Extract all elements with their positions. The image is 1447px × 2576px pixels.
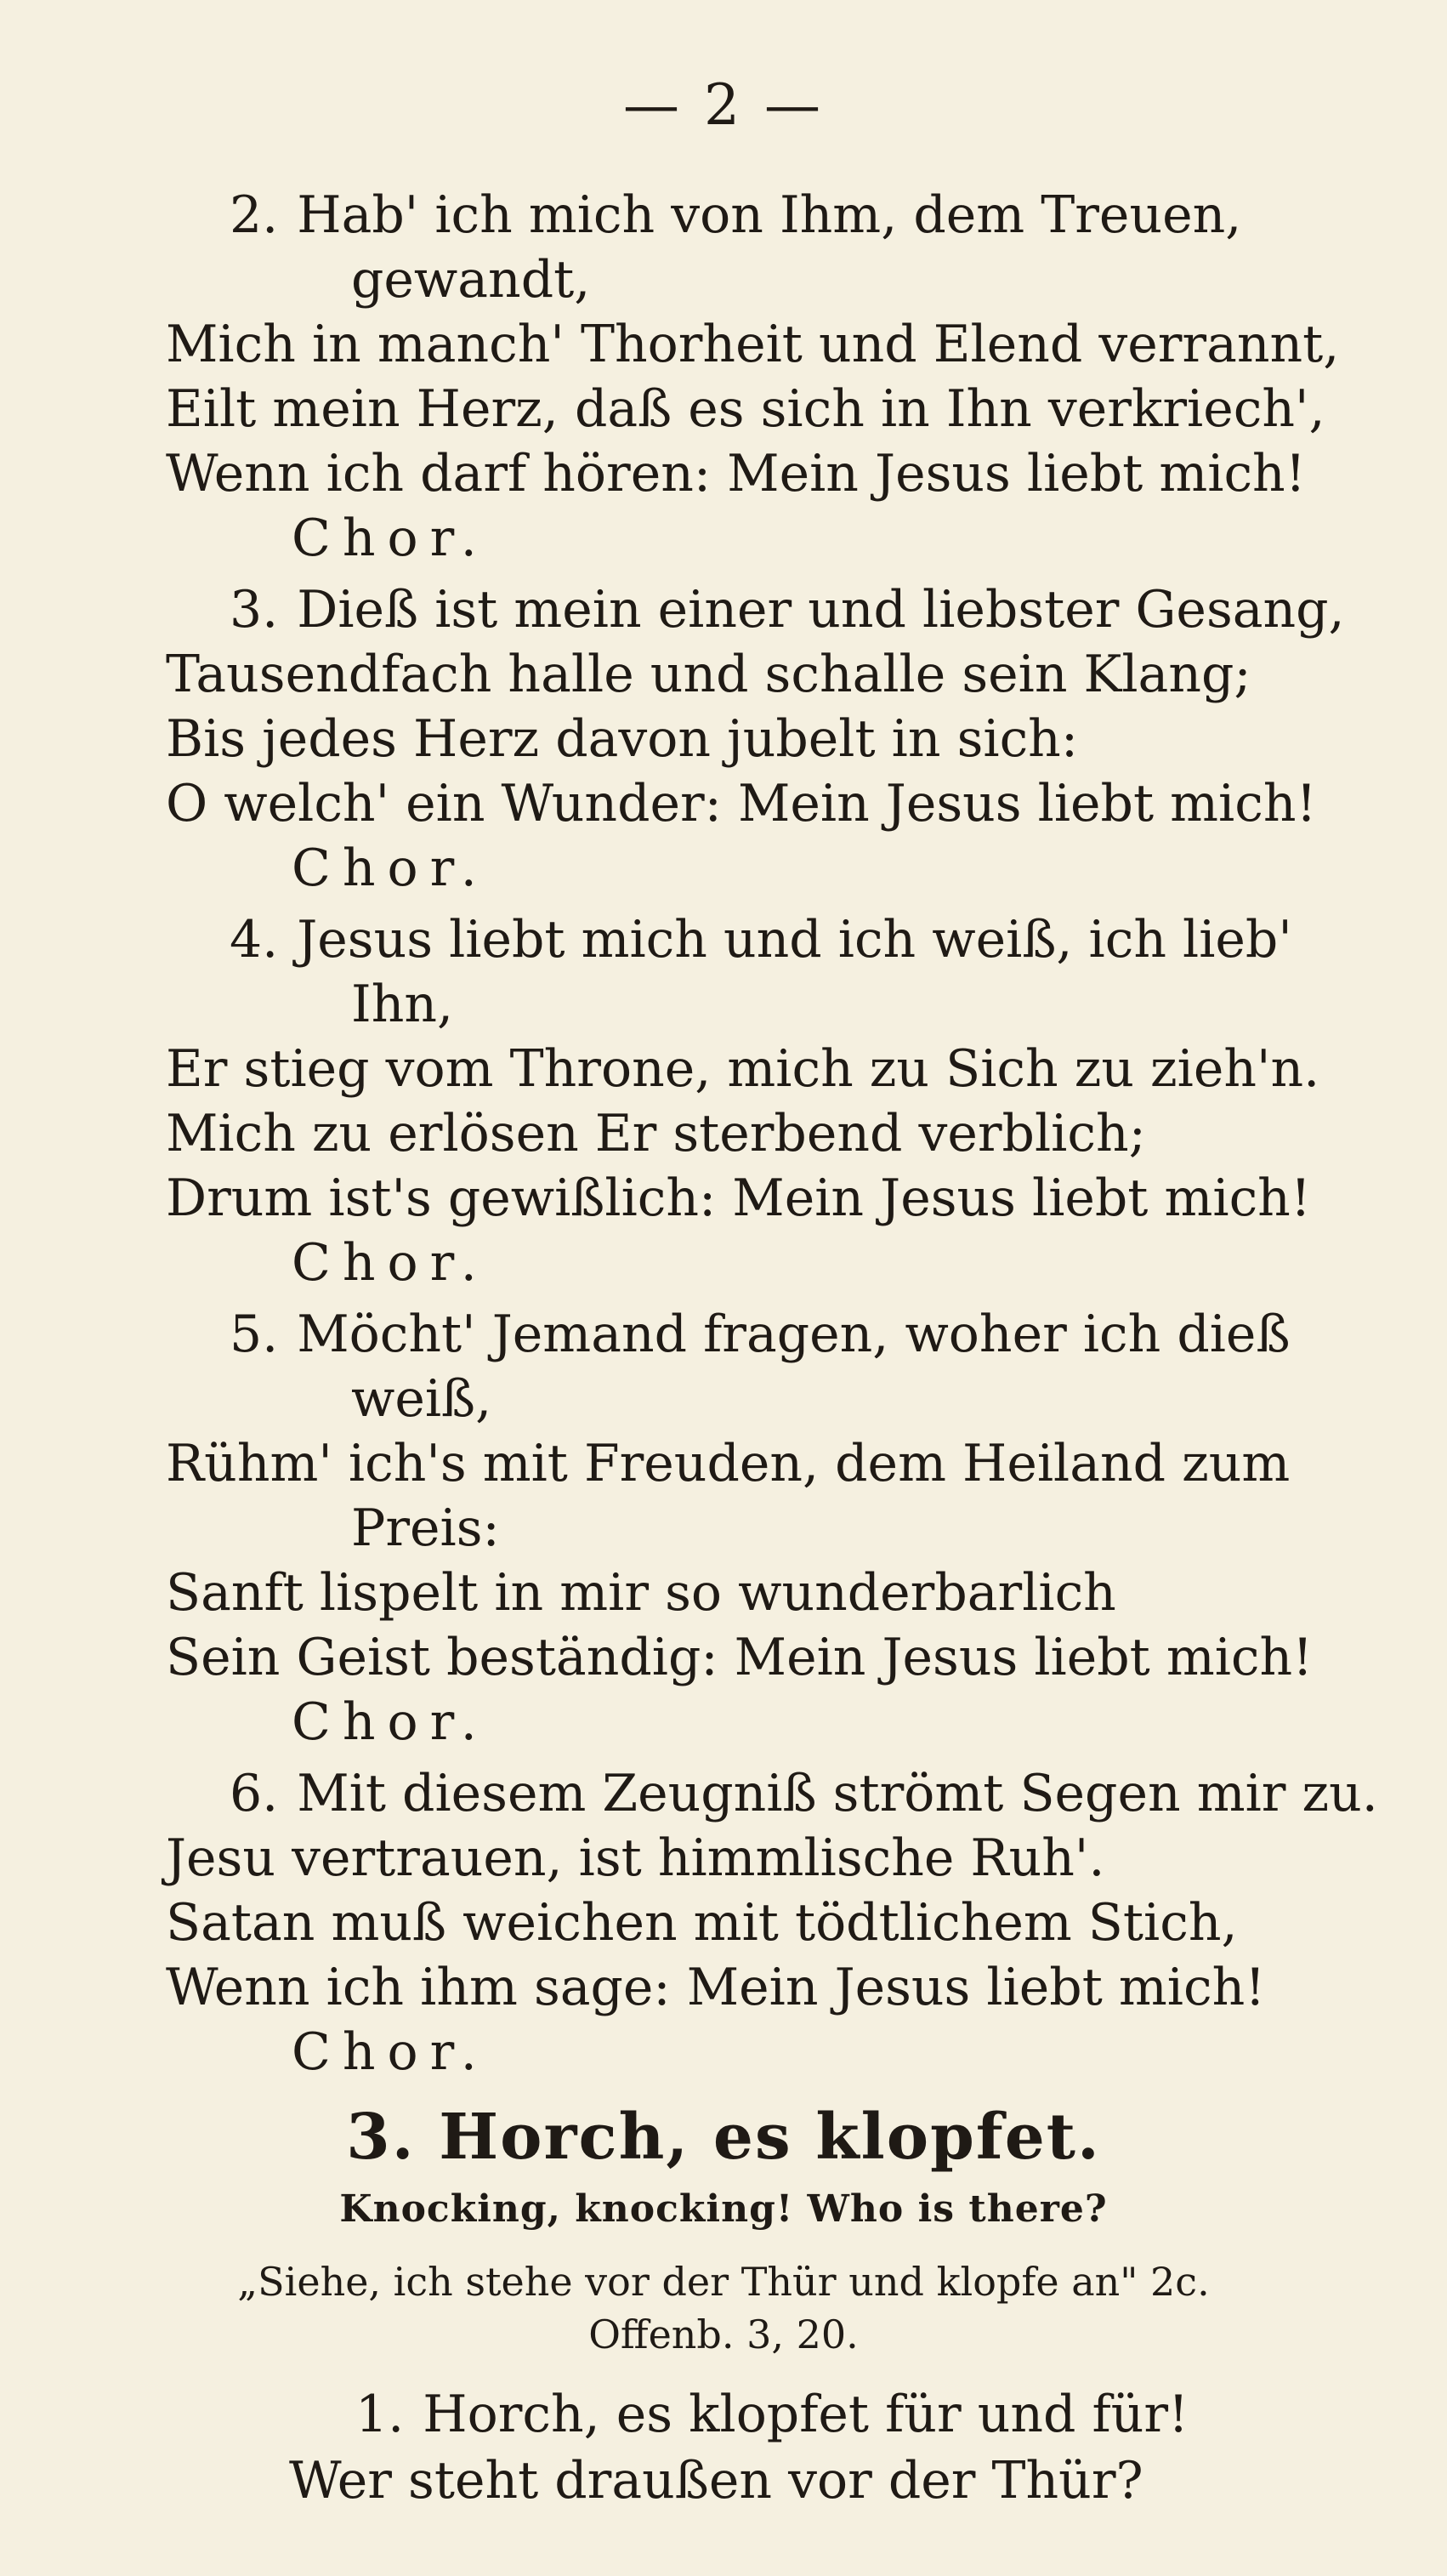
verse-line: Tausendfach halle und schalle sein Klang; xyxy=(166,645,1251,704)
verse-number: 5. xyxy=(230,1305,279,1364)
verse-line xyxy=(166,1302,1373,1367)
hymn-2-verses xyxy=(166,183,1378,2091)
verse-line: weiß, xyxy=(351,1369,492,1429)
stanza xyxy=(166,183,1373,571)
verse-number: 2. xyxy=(230,185,279,245)
page-number: — 2 — xyxy=(623,72,824,138)
verse-number: 6. xyxy=(230,1764,279,1823)
chorus-marker: Chor. xyxy=(292,839,489,898)
verse-number: 1. xyxy=(355,2385,405,2444)
verse-line xyxy=(289,2381,1352,2448)
verse-line: Mich zu erlösen Er sterbend verblich; xyxy=(166,1104,1146,1163)
verse-text: Mit diesem Zeugniß strömt Segen mir zu. xyxy=(297,1764,1378,1823)
verse-line: Preis: xyxy=(351,1498,500,1558)
stanza xyxy=(166,577,1373,901)
verse-line: Jesu vertrauen, ist himmlische Ruh'. xyxy=(166,1828,1105,1888)
hymn-english-subtitle: Knocking, knocking! Who is there? xyxy=(339,2187,1108,2231)
verse-number: 4. xyxy=(230,910,279,970)
verse-line: Satan muß weichen mit tödtlichem Stich, xyxy=(166,1893,1238,1953)
epigraph-quote: „Siehe, ich stehe vor der Thür und klopfe an" 2c. xyxy=(237,2259,1210,2305)
chorus-marker: Chor. xyxy=(292,509,489,568)
hymn-title: 3. Horch, es klopfet. xyxy=(346,2101,1101,2174)
chorus-marker: Chor. xyxy=(292,1233,489,1293)
verse-line: Ihn, xyxy=(351,975,454,1034)
verse-line: Sein Geist beständig: Mein Jesus liebt mich! xyxy=(166,1628,1314,1687)
chorus-marker: Chor. xyxy=(292,1692,489,1752)
verse-line xyxy=(166,183,1373,247)
verse-line: Mich in manch' Thorheit und Elend verrannt, xyxy=(166,315,1340,374)
stanza xyxy=(166,907,1373,1295)
verse-line: Wenn ich darf hören: Mein Jesus liebt mich! xyxy=(166,444,1306,503)
hymn-3-verse-1 xyxy=(289,2381,1352,2514)
verse-text: Hab' ich mich von Ihm, dem Treuen, xyxy=(297,185,1242,245)
verse-line xyxy=(166,577,1373,642)
verse-text: Horch, es klopfet für und für! xyxy=(423,2385,1189,2444)
verse-line xyxy=(166,1761,1378,1826)
verse-text: Jesus liebt mich und ich weiß, ich lieb' xyxy=(297,910,1292,970)
chorus-marker: Chor. xyxy=(292,2022,489,2082)
scripture-reference: Offenb. 3, 20. xyxy=(588,2312,859,2357)
verse-number: 3. xyxy=(230,580,279,640)
verse-line: Sanft lispelt in mir so wunderbarlich xyxy=(166,1563,1116,1623)
scripture-epigraph xyxy=(0,2255,1447,2361)
verse-line: Bis jedes Herz davon jubelt in sich: xyxy=(166,709,1079,769)
verse-line: Wer steht draußen vor der Thür? xyxy=(289,2451,1143,2511)
verse-line: O welch' ein Wunder: Mein Jesus liebt mich! xyxy=(166,774,1317,833)
verse-line: Eilt mein Herz, daß es sich in Ihn verkriech', xyxy=(166,379,1325,439)
verse-line xyxy=(166,907,1373,972)
verse-text: Dieß ist mein einer und liebster Gesang, xyxy=(297,580,1345,640)
verse-text: Möcht' Jemand fragen, woher ich dieß xyxy=(297,1305,1291,1364)
stanza xyxy=(166,1302,1373,1754)
verse-line: Er stieg vom Throne, mich zu Sich zu zieh'n. xyxy=(166,1039,1320,1099)
verse-line: Rühm' ich's mit Freuden, dem Heiland zum xyxy=(166,1434,1291,1493)
verse-line: Drum ist's gewißlich: Mein Jesus liebt mich! xyxy=(166,1169,1311,1228)
verse-line: gewandt, xyxy=(351,250,591,310)
verse-line: Wenn ich ihm sage: Mein Jesus liebt mich! xyxy=(166,1958,1266,2017)
stanza xyxy=(166,1761,1378,2084)
